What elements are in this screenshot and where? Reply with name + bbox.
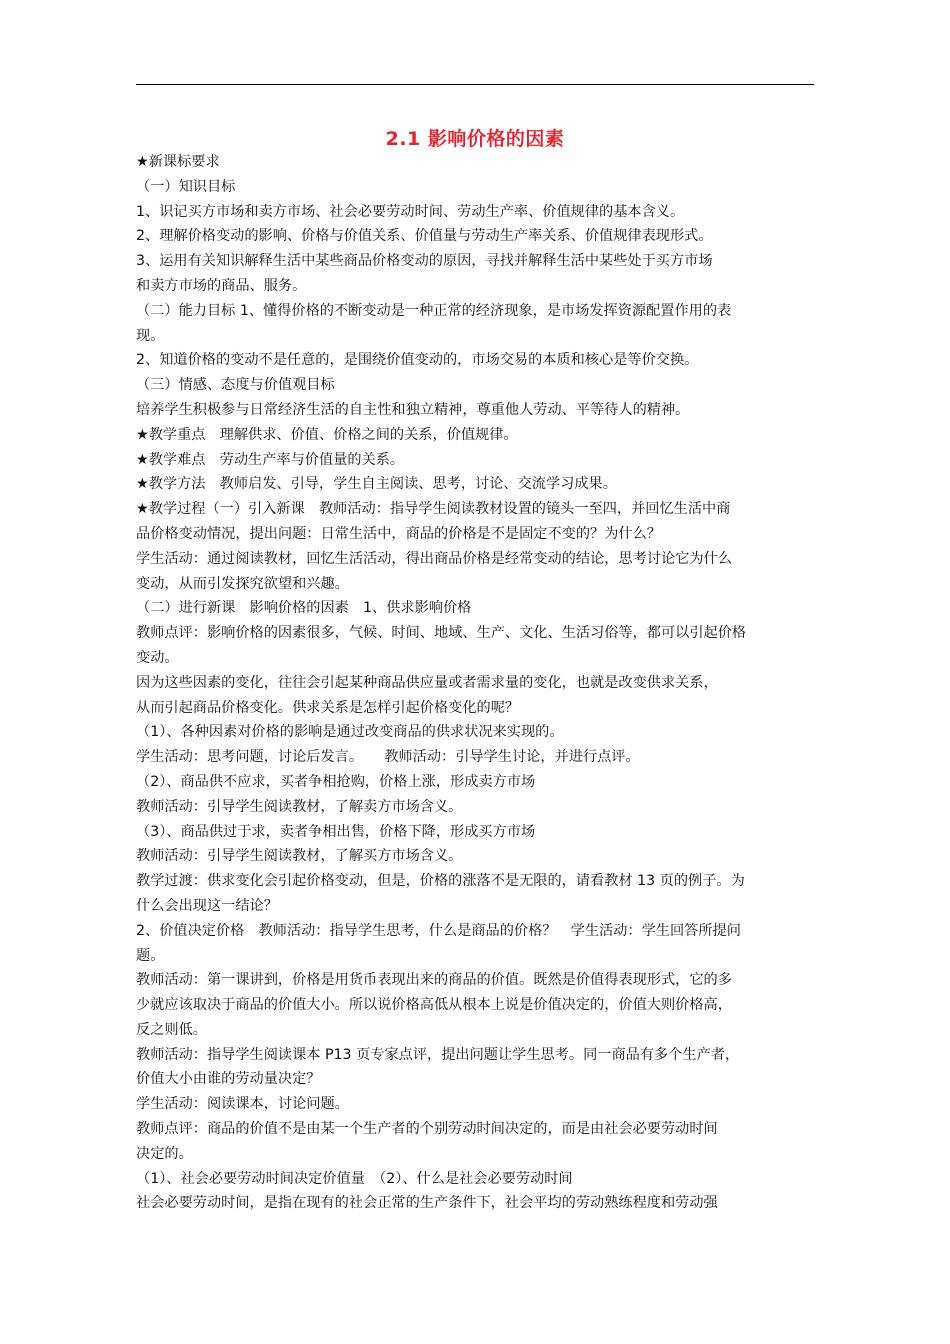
text-line: 现。 <box>136 327 165 344</box>
header-rule <box>136 84 814 85</box>
text-line: ★教学难点 劳动生产率与价值量的关系。 <box>136 451 405 468</box>
text-line: 学生活动：阅读课本，讨论问题。 <box>136 1096 349 1113</box>
text-line: （3）、商品供过于求，卖者争相出售，价格下降，形成买方市场 <box>136 823 536 840</box>
text-line: 题。 <box>136 947 165 964</box>
text-line: 3、运用有关知识解释生活中某些商品价格变动的原因，寻找并解释生活中某些处于买方市场 <box>136 253 713 270</box>
text-line: 2、理解价格变动的影响、价格与价值关系、价值量与劳动生产率关系、价值规律表现形式。 <box>136 228 713 245</box>
text-line: 变动。 <box>136 649 179 666</box>
text-line: （一）知识目标 <box>136 178 236 195</box>
text-line: 教师活动：引导学生阅读教材，了解买方市场含义。 <box>136 848 463 865</box>
text-line: 少就应该取决于商品的价值大小。所以说价格高低从根本上说是价值决定的，价值大则价格高， <box>136 997 732 1014</box>
document-body <box>136 150 818 1216</box>
text-line: 教师活动：引导学生阅读教材，了解卖方市场含义。 <box>136 798 463 815</box>
text-line: （二）进行新课 影响价格的因素 1、供求影响价格 <box>136 600 472 617</box>
page-title: 2.1 影响价格的因素 <box>385 128 565 150</box>
text-line: （2）、商品供不应求，买者争相抢购，价格上涨，形成卖方市场 <box>136 773 536 790</box>
text-line: 2、知道价格的变动不是任意的，是围绕价值变动的，市场交易的本质和核心是等价交换。 <box>136 352 699 369</box>
text-line: （二）能力目标 1、懂得价格的不断变动是一种正常的经济现象，是市场发挥资源配置作用的表 <box>136 302 732 319</box>
text-line: 2、价值决定价格 教师活动：指导学生思考，什么是商品的价格？ 学生活动：学生回答所提问 <box>136 922 741 939</box>
text-line: 因为这些因素的变化，往往会引起某种商品供应量或者需求量的变化，也就是改变供求关系， <box>136 674 718 691</box>
text-line: 教师点评：影响价格的因素很多，气候、时间、地域、生产、文化、生活习俗等，都可以引起价格 <box>136 625 747 642</box>
text-line: 什么会出现这一结论？ <box>136 897 278 914</box>
text-line: 价值大小由谁的劳动量决定？ <box>136 1071 321 1088</box>
text-line: 反之则低。 <box>136 1021 207 1038</box>
text-line: 教师点评：商品的价值不是由某一个生产者的个别劳动时间决定的，而是由社会必要劳动时间 <box>136 1121 718 1138</box>
text-line: 教师活动：第一课讲到，价格是用货币表现出来的商品的价值。既然是价值得表现形式，它的多 <box>136 972 732 989</box>
text-line: ★教学重点 理解供求、价值、价格之间的关系，价值规律。 <box>136 426 518 443</box>
text-line: 变动，从而引发探究欲望和兴趣。 <box>136 575 349 592</box>
text-line: 学生活动：通过阅读教材，回忆生活活动，得出商品价格是经常变动的结论，思考讨论它为什么 <box>136 550 732 567</box>
text-line: 决定的。 <box>136 1145 193 1162</box>
text-line: （1）、各种因素对价格的影响是通过改变商品的供求状况来实现的。 <box>136 724 564 741</box>
text-line: ★教学过程（一）引入新课 教师活动：指导学生阅读教材设置的镜头一至四，并回忆生活中商 <box>136 501 731 518</box>
text-line: 和卖方市场的商品、服务。 <box>136 277 307 294</box>
text-line: 教师活动：指导学生阅读课本 P13 页专家点评，提出问题让学生思考。同一商品有多个生产者， <box>136 1046 740 1063</box>
text-line: 从而引起商品价格变化。供求关系是怎样引起价格变化的呢？ <box>136 699 520 716</box>
text-line: ★教学方法 教师启发、引导，学生自主阅读、思考，讨论、交流学习成果。 <box>136 476 617 493</box>
text-line: ★新课标要求 <box>136 154 220 170</box>
text-line: （三）情感、态度与价值观目标 <box>136 377 335 394</box>
text-line: 1、识记买方市场和卖方市场、社会必要劳动时间、劳动生产率、价值规律的基本含义。 <box>136 203 685 220</box>
text-line: 教学过渡：供求变化会引起价格变动，但是，价格的涨落不是无限的，请看教材 13 页的例子。为 <box>136 873 745 890</box>
text-line: 社会必要劳动时间，是指在现有的社会正常的生产条件下，社会平均的劳动熟练程度和劳动强 <box>136 1195 718 1212</box>
text-line: 培养学生积极参与日常经济生活的自主性和独立精神，尊重他人劳动、平等待人的精神。 <box>136 401 690 418</box>
text-line: （1）、社会必要劳动时间决定价值量 （2）、什么是社会必要劳动时间 <box>136 1170 573 1187</box>
text-line: 学生活动：思考问题，讨论后发言。 教师活动：引导学生讨论，并进行点评。 <box>136 749 640 766</box>
text-line: 品价格变动情况，提出问题：日常生活中，商品的价格是不是固定不变的？为什么？ <box>136 525 661 542</box>
